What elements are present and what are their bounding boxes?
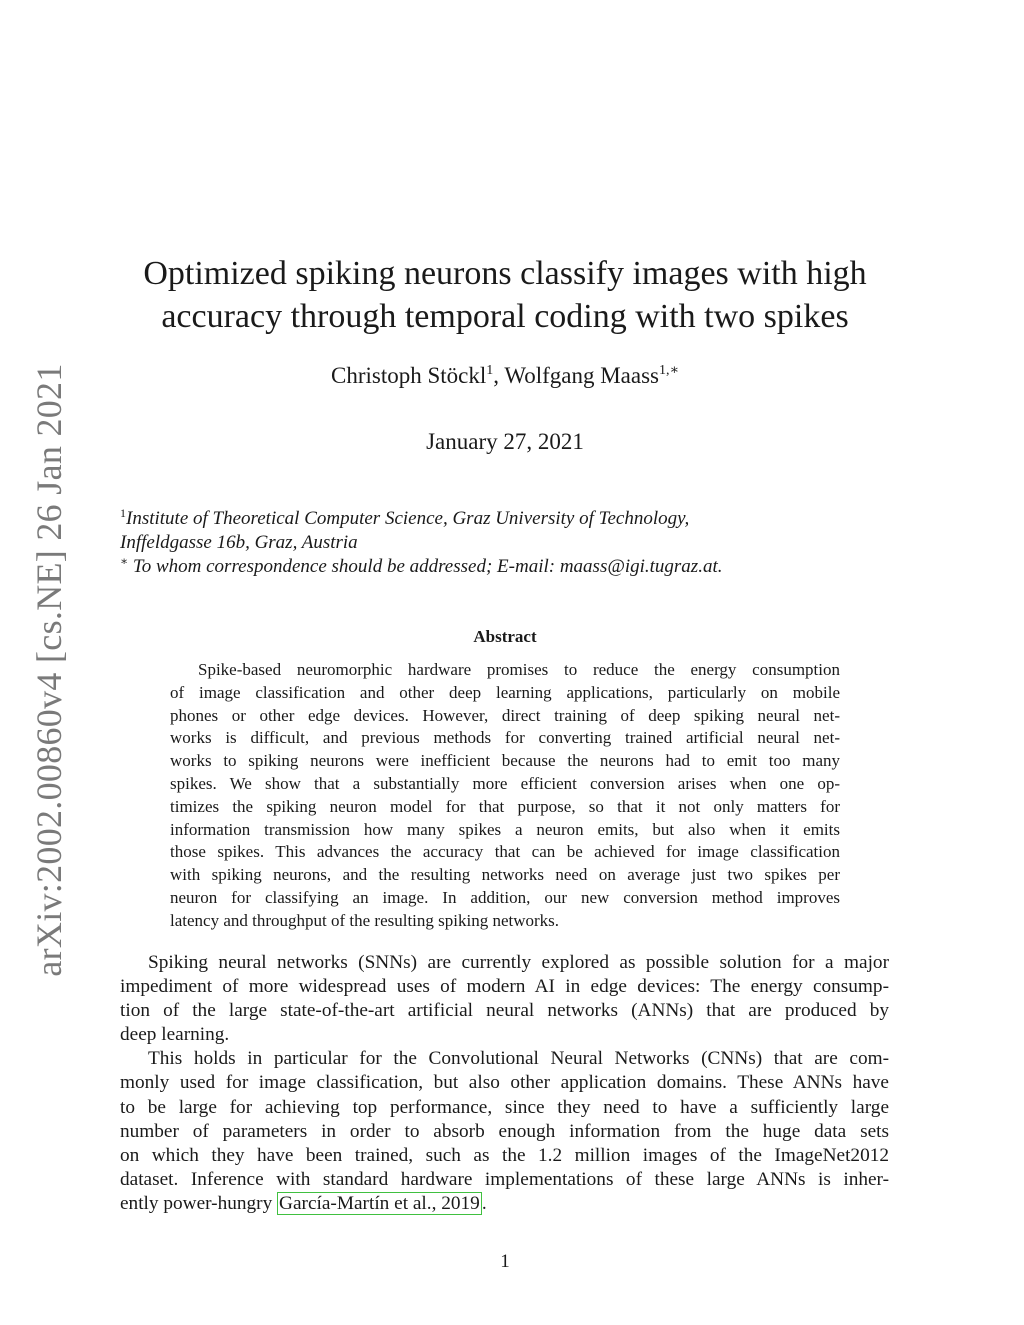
abstract-line: timizes the spiking neuron model for that purpose, so that it not only matters for (170, 796, 840, 816)
page-number: 1 (500, 1251, 510, 1272)
body-text-fragment: . (481, 1192, 487, 1214)
publication-date: January 27, 2021 (426, 429, 584, 454)
abstract-line: with spiking neurons, and the resulting networks need on average just two spikes per (170, 865, 840, 885)
body-line: monly used for image classification, but also other application domains. These ANNs have (120, 1072, 889, 1094)
author-name: Wolfgang Maass (504, 363, 659, 388)
body-line: impediment of more widespread uses of modern AI in edge devices: The energy consump- (120, 976, 889, 998)
affiliation-mark: 1 (120, 506, 126, 520)
body-line: to be large for achieving top performance, since they need to have a sufficiently large (120, 1096, 889, 1118)
author-separator: , (493, 363, 505, 388)
affiliations (120, 507, 890, 579)
affiliation-line (120, 507, 890, 531)
citation-link[interactable] (277, 1192, 482, 1215)
affiliation-line (120, 531, 890, 555)
body-line: deep learning. (120, 1024, 230, 1046)
body-line: on which they have been trained, such as the 1.2 million images of the ImageNet2012 (120, 1144, 889, 1166)
abstract-line: information transmission how many spikes a neuron emits, but also when it emits (170, 819, 840, 839)
body-text-fragment: ently power-hungry (120, 1192, 278, 1214)
author-affiliation-mark: 1 (486, 363, 494, 378)
title-line-1: Optimized spiking neurons classify images with high (143, 255, 867, 292)
abstract-line: works is difficult, and previous methods for converting trained artificial neural net- (170, 728, 840, 748)
body-line: number of parameters in order to absorb enough information from the huge data sets (120, 1120, 889, 1142)
body-line: tion of the large state-of-the-art artificial neural networks (ANNs) that are produced by (120, 1000, 889, 1022)
abstract-line: works to spiking neurons were inefficient because the neurons had to emit too many (170, 751, 840, 771)
paper-title (120, 252, 890, 338)
author-list (120, 362, 890, 390)
body-line: dataset. Inference with standard hardware implementations of these large ANNs is inher- (120, 1168, 889, 1190)
arxiv-identifier-stamp: arXiv:2002.00860v4 [cs.NE] 26 Jan 2021 (29, 363, 69, 977)
abstract-line: those spikes. This advances the accuracy that can be achieved for image classification (170, 842, 840, 862)
abstract-body (170, 659, 840, 933)
body-line: Spiking neural networks (SNNs) are currently explored as possible solution for a major (148, 952, 889, 973)
abstract-line: Spike-based neuromorphic hardware promises to reduce the energy consumption (198, 660, 840, 679)
correspondence-line (120, 555, 890, 579)
title-line-2: accuracy through temporal coding with two spikes (161, 298, 849, 335)
correspondence-mark: ∗ (120, 554, 129, 568)
abstract-line: spikes. We show that a substantially more efficient conversion arises when one op- (170, 773, 840, 793)
affiliation-text: Institute of Theoretical Computer Science, Graz University of Technology, (126, 508, 690, 529)
correspondence-text: To whom correspondence should be addressed; E-mail: maass@igi.tugraz.at. (128, 556, 723, 577)
abstract-line: phones or other edge devices. However, direct training of deep spiking neural net- (170, 705, 840, 725)
author-name: Christoph Stöckl (330, 363, 487, 388)
citation-text: García-Martín et al., 2019 (279, 1192, 480, 1214)
body-line (120, 1192, 889, 1216)
paragraph (120, 951, 889, 1047)
author-affiliation-mark: 1,∗ (659, 363, 680, 378)
abstract-line: of image classification and other deep learning applications, particularly on mobile (170, 682, 840, 702)
body-text (120, 951, 889, 1216)
affiliation-text: Inffeldgasse 16b, Graz, Austria (120, 532, 358, 553)
body-line: This holds in particular for the Convolutional Neural Networks (CNNs) that are com- (148, 1048, 889, 1070)
abstract-line: latency and throughput of the resulting spiking networks. (170, 910, 560, 930)
abstract-heading: Abstract (473, 627, 537, 646)
abstract-line: neuron for classifying an image. In addition, our new conversion method improves (170, 887, 840, 907)
paragraph (120, 1047, 889, 1216)
